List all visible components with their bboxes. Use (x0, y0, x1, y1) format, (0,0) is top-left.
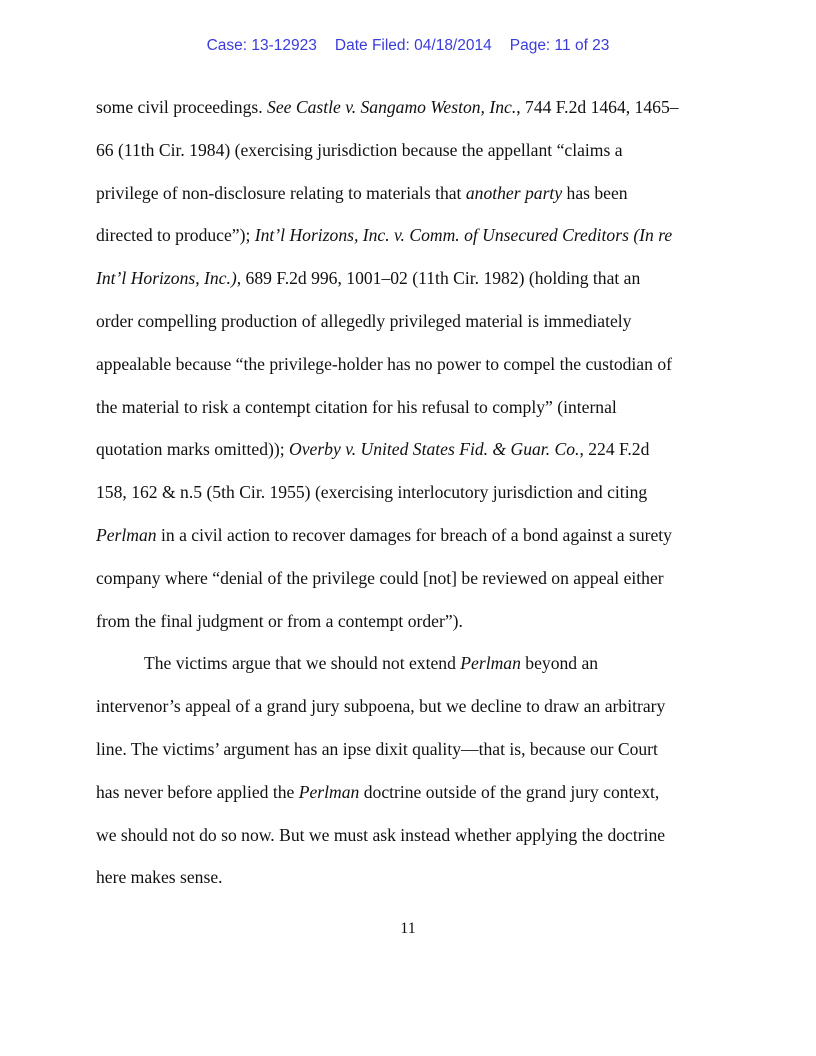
case-citation: Overby v. United States Fid. & Guar. Co. (289, 439, 580, 460)
case-citation: See Castle v. Sangamo Weston, Inc. (267, 97, 517, 117)
text-line: 158, 162 & n.5 (5th Cir. 1955) (exercising interlocutory jurisdiction and citing (96, 482, 648, 503)
text-line (96, 434, 736, 477)
text-run: , 224 F.2d (579, 439, 650, 460)
case-citation: Perlman (460, 653, 521, 674)
text-line (96, 220, 736, 263)
text-run: some civil proceedings. (96, 97, 268, 117)
page-number: 11 (400, 920, 416, 937)
text-line: intervenor’s appeal of a grand jury subpoena, but we decline to draw an arbitrary (96, 696, 666, 717)
text-line: order compelling production of allegedly privileged material is immediately (96, 310, 632, 331)
text-run: has never before applied the (96, 781, 299, 802)
text-line (96, 92, 736, 135)
text-run: privilege of non-disclosure relating to materials that (96, 182, 466, 203)
text-line (96, 520, 736, 563)
document-body (96, 92, 736, 905)
text-run: beyond an (520, 653, 599, 674)
case-citation: Perlman (96, 524, 157, 545)
text-line: 66 (11th Cir. 1984) (exercising jurisdiction because the appellant “claims a (96, 139, 623, 160)
text-run: , 689 F.2d 996, 1001–02 (11th Cir. 1982) (holding that an (236, 268, 641, 289)
text-run: doctrine outside of the grand jury context, (359, 781, 660, 802)
paragraph-2 (96, 648, 736, 905)
date-filed: Date Filed: 04/18/2014 (334, 37, 492, 54)
case-citation: Perlman (298, 781, 360, 802)
text-run: in a civil action to recover damages for breach of a bond against a surety (156, 524, 672, 545)
page-indicator: Page: 11 of 23 (509, 37, 610, 54)
text-run: quotation marks omitted)); (96, 439, 290, 460)
case-citation: Int’l Horizons, Inc.) (96, 268, 237, 289)
text-line: here makes sense. (96, 867, 223, 888)
case-citation: Int’l Horizons, Inc. v. Comm. of Unsecured Creditors (In re (254, 225, 673, 246)
text-line (96, 178, 736, 221)
text-line: line. The victims’ argument has an ipse dixit quality—that is, because our Court (96, 738, 658, 759)
case-header (0, 37, 816, 55)
text-run: directed to produce”); (96, 225, 255, 246)
text-run: The victims argue that we should not extend (144, 653, 461, 674)
text-line: from the final judgment or from a contempt order”). (96, 610, 463, 631)
text-run: , 744 F.2d 1464, 1465– (516, 97, 679, 117)
text-line (96, 777, 736, 820)
text-line: appealable because “the privilege-holder has no power to compel the custodian of (96, 353, 672, 374)
paragraph-1 (96, 92, 736, 648)
text-line: the material to risk a contempt citation for his refusal to comply” (internal (96, 396, 617, 417)
text-line: we should not do so now. But we must ask instead whether applying the doctrine (96, 824, 666, 845)
text-line (96, 263, 736, 306)
case-number: Case: 13-12923 (206, 37, 317, 54)
text-line (96, 648, 736, 691)
text-run: has been (562, 182, 628, 203)
text-line: company where “denial of the privilege could [not] be reviewed on appeal either (96, 567, 664, 588)
emphasis: another party (465, 182, 563, 203)
